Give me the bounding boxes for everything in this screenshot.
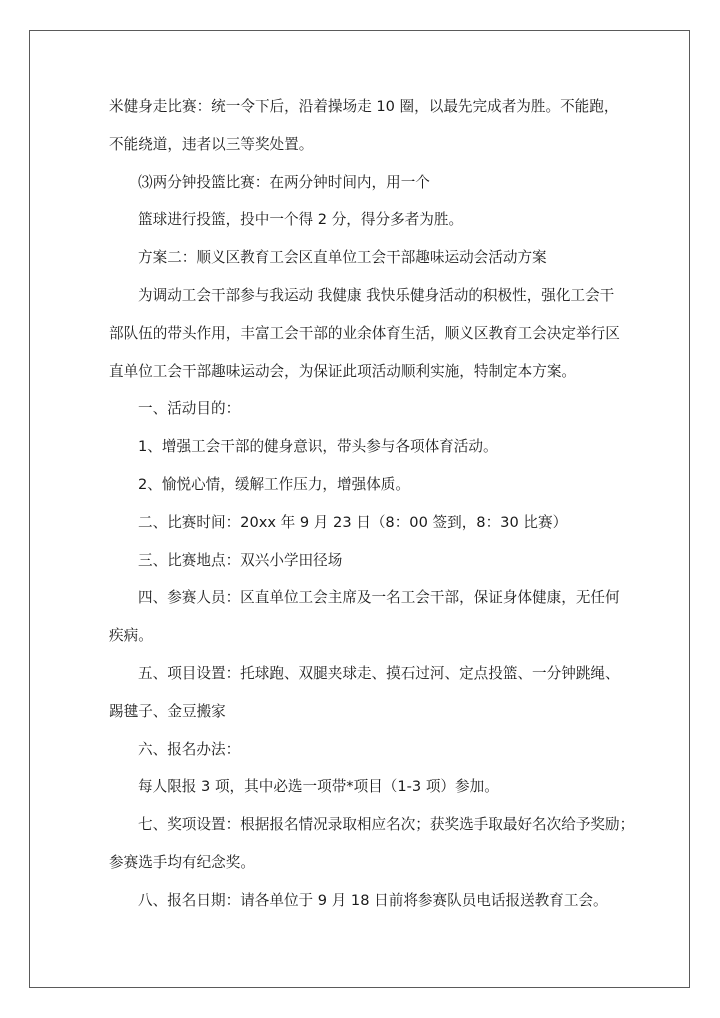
list-item: 2、愉悦心情，缓解工作压力，增强体质。 [138, 475, 410, 493]
document-body [109, 88, 635, 920]
section-heading: 二、比赛时间：20xx 年 9 月 23 日（8：00 签到，8：30 比赛） [138, 513, 568, 531]
section-heading: 四、参赛人员：区直单位工会主席及一名工会干部，保证身体健康，无任何 [138, 589, 620, 607]
section-heading: 五、项目设置：托球跑、双腿夹球走、摸石过河、定点投篮、一分钟跳绳、 [138, 664, 620, 682]
text-line: 踢毽子、金豆搬家 [109, 702, 226, 720]
text-line: 参赛选手均有纪念奖。 [109, 853, 255, 871]
list-item: 1、增强工会干部的健身意识，带头参与各项体育活动。 [138, 438, 498, 456]
text-line: 部队伍的带头作用，丰富工会干部的业余体育生活，顺义区教育工会决定举行区 [109, 324, 620, 342]
section-heading: 方案二：顺义区教育工会区直单位工会干部趣味运动会活动方案 [138, 249, 547, 267]
section-heading: 七、奖项设置：根据报名情况录取相应名次；获奖选手取最好名次给予奖励； [138, 816, 635, 834]
text-line: 米健身走比赛：统一令下后，沿着操场走 10 圈，以最先完成者为胜。不能跑， [109, 98, 619, 115]
text-line: 为调动工会干部参与我运动 我健康 我快乐健身活动的积极性，强化工会干 [138, 286, 615, 304]
text-line: ⑶两分钟投篮比赛：在两分钟时间内，用一个 [138, 173, 430, 191]
text-line: 不能绕道，违者以三等奖处置。 [109, 135, 314, 153]
section-heading: 六、报名办法： [138, 740, 241, 758]
section-heading: 八、报名日期：请各单位于 9 月 18 日前将参赛队员电话报送教育工会。 [138, 891, 608, 909]
section-heading: 一、活动目的： [138, 400, 241, 418]
section-heading: 三、比赛地点：双兴小学田径场 [138, 551, 343, 569]
text-line: 直单位工会干部趣味运动会，为保证此项活动顺利实施，特制定本方案。 [109, 362, 577, 380]
text-line: 每人限报 3 项，其中必选一项带*项目（1-3 项）参加。 [138, 778, 499, 796]
text-line: 疾病。 [109, 627, 153, 645]
text-line: 篮球进行投篮，投中一个得 2 分，得分多者为胜。 [138, 211, 464, 229]
